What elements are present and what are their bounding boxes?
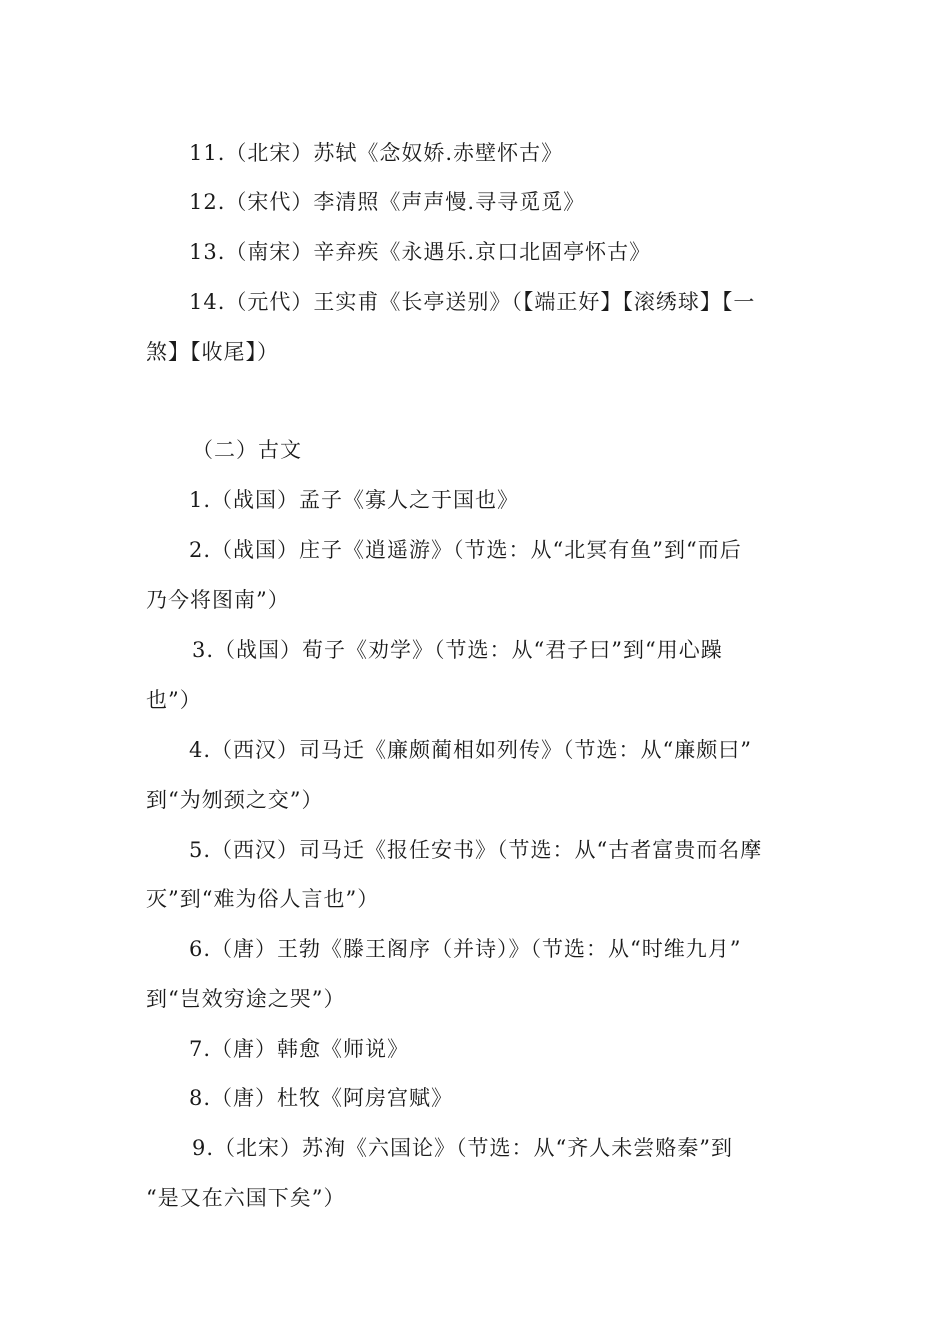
prose-item-4-continued: 到“为刎颈之交”） [146,788,324,812]
prose-item-2: 2.（战国）庄子《逍遥游》（节选：从“北冥有鱼”到“而后 [189,538,742,562]
prose-item-5-continued: 灭”到“难为俗人言也”） [146,887,380,911]
prose-item-9: 9.（北宋）苏洵《六国论》（节选：从“齐人未尝赂秦”到 [192,1136,734,1160]
poetry-item-11: 11.（北宋）苏轼《念奴娇.赤壁怀古》 [189,141,564,165]
prose-item-6: 6.（唐）王勃《滕王阁序（并诗）》（节选：从“时维九月” [189,937,742,961]
prose-item-9-continued: “是又在六国下矣”） [146,1186,346,1210]
prose-item-8: 8.（唐）杜牧《阿房宫赋》 [189,1086,454,1110]
prose-item-7: 7.（唐）韩愈《师说》 [189,1037,410,1061]
prose-item-1: 1.（战国）孟子《寡人之于国也》 [189,488,520,512]
prose-item-5: 5.（西汉）司马迁《报任安书》（节选：从“古者富贵而名摩 [189,838,763,862]
prose-item-3-continued: 也”） [146,688,202,712]
poetry-item-13: 13.（南宋）辛弃疾《永遇乐.京口北固亭怀古》 [189,240,652,264]
prose-item-6-continued: 到“岂效穷途之哭”） [146,987,346,1011]
poetry-item-14-continued: 煞】【收尾】） [146,340,279,364]
prose-item-3: 3.（战国）荀子《劝学》（节选：从“君子曰”到“用心躁 [192,638,723,662]
prose-item-2-continued: 乃今将图南”） [146,588,290,612]
poetry-item-12: 12.（宋代）李清照《声声慢.寻寻觅觅》 [189,190,586,214]
prose-item-4: 4.（西汉）司马迁《廉颇蔺相如列传》（节选：从“廉颇曰” [189,738,753,762]
poetry-item-14: 14.（元代）王实甫《长亭送别》（【端正好】【滚绣球】【一 [189,290,756,314]
section-heading: （二）古文 [192,438,302,462]
